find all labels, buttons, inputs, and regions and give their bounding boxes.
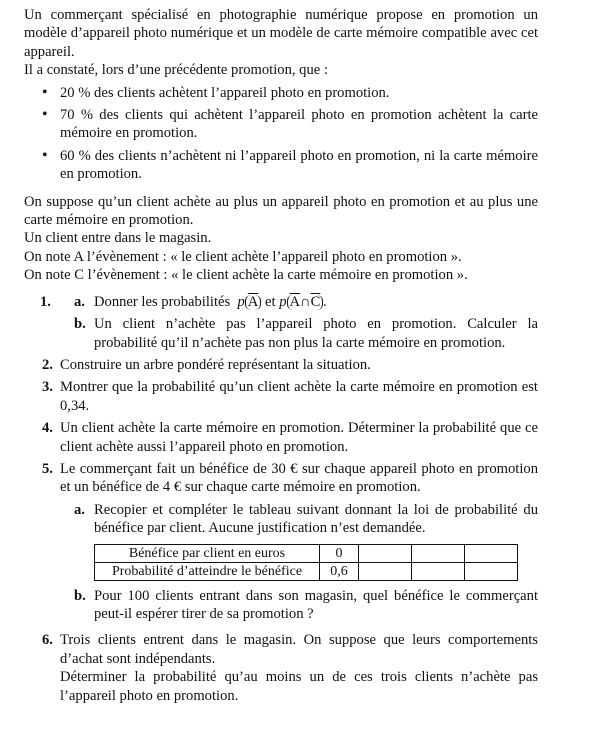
question-5a-label: a. xyxy=(74,501,85,518)
note-event-c: On note C l’évènement : « le client achète la carte mémoire en promotion ». xyxy=(24,267,468,284)
question-2-text: Construire un arbre pondéré représentant la situation. xyxy=(60,356,371,373)
question-4 xyxy=(24,419,538,456)
question-6 xyxy=(24,631,538,668)
constat-line: Il a constaté, lors d’une précédente promotion, que : xyxy=(24,62,328,79)
question-1a-text: Donner les probabilités xyxy=(94,293,231,310)
question-3 xyxy=(24,378,538,415)
table-row xyxy=(95,562,518,580)
question-6-part2 xyxy=(24,668,538,705)
question-5 xyxy=(24,460,538,497)
table-cell: 0 xyxy=(320,544,359,562)
table-cell: 0,6 xyxy=(320,562,359,580)
table-header-benefit: Bénéfice par client en euros xyxy=(95,544,320,562)
question-3-text: Montrer que la probabilité qu’un client achète la carte mémoire en promotion est 0,34. xyxy=(60,379,538,414)
question-4-text: Un client achète la carte mémoire en promotion. Déterminer la probabilité que ce client achète aussi l’appareil photo en promotion. xyxy=(60,420,538,455)
suppose-paragraph: On suppose qu’un client achète au plus un appareil photo en promotion et au plus une carte mémoire en promotion. xyxy=(24,193,538,229)
table-row xyxy=(95,544,518,562)
note-event-a: On note A l’évènement : « le client achète l’appareil photo en promotion ». xyxy=(24,248,462,265)
question-1-number: 1. xyxy=(40,293,51,310)
question-6-text: Trois clients entrent dans le magasin. On suppose que leurs comportements d’achat sont indépendants. xyxy=(60,632,538,667)
bullet-item-1: • 20 % des clients achètent l’appareil photo en promotion. xyxy=(24,84,538,102)
table-cell xyxy=(359,544,412,562)
question-1a: a. Donner les probabilités p $\overline{A}$ et p $\overline{A}\cap\overline{C}$ . xyxy=(74,293,327,310)
question-4-number: 4. xyxy=(42,420,53,437)
question-6-number: 6. xyxy=(42,632,53,649)
table-cell xyxy=(412,544,465,562)
question-5-number: 5. xyxy=(42,460,53,477)
bullet-item-3: • 60 % des clients n’achètent ni l’appareil photo en promotion, ni la carte mémoire en promotion. xyxy=(24,147,538,184)
client-enters-line: Un client entre dans le magasin. xyxy=(24,230,212,247)
question-5-text: Le commerçant fait un bénéfice de 30 € sur chaque appareil photo en promotion et un bénéfice de 4 € sur chaque carte mémoire en promotion. xyxy=(60,460,538,496)
question-3-number: 3. xyxy=(42,379,53,396)
table-cell xyxy=(359,562,412,580)
prob-formula-a-inter-c: p $\overline{A}\cap\overline{C}$ . xyxy=(279,293,327,310)
question-2 xyxy=(24,356,538,374)
question-1b-label: b. xyxy=(74,316,86,333)
prob-formula-a: p $\overline{A}$ xyxy=(234,294,262,310)
question-6-text2: Déterminer la probabilité qu’au moins un de ces trois clients n’achète pas l’appareil photo en promotion. xyxy=(60,669,538,704)
question-5a-text: Recopier et compléter le tableau suivant donnant la loi de probabilité du bénéfice par client. Aucune justification n’est demandée. xyxy=(94,501,538,537)
exercise-page xyxy=(24,6,538,705)
bullet-item-2: • 70 % des clients qui achètent l’appareil photo en promotion achètent la carte mémoire en promotion. xyxy=(24,106,538,143)
question-1b xyxy=(24,315,538,352)
table-cell xyxy=(412,562,465,580)
question-5b xyxy=(24,587,538,624)
table-header-probability: Probabilité d’atteindre le bénéfice xyxy=(95,562,320,580)
question-5b-text: Pour 100 clients entrant dans son magasin, quel bénéfice le commerçant peut-il espérer tirer de sa promotion ? xyxy=(94,587,538,622)
table-cell xyxy=(465,544,518,562)
intro-paragraph: Un commerçant spécialisé en photographie numérique propose en promotion un modèle d’appareil photo numérique et un modèle de carte mémoire compatible avec cet appareil. xyxy=(24,7,538,60)
question-5b-label: b. xyxy=(74,587,86,604)
probability-table xyxy=(94,544,518,581)
question-1b-text: Un client n’achète pas l’appareil photo en promotion. Calculer la probabilité qu’il n’achète pas non plus la carte mémoire en promotion. xyxy=(94,316,538,351)
table-cell xyxy=(465,562,518,580)
question-1 xyxy=(24,293,538,311)
question-2-number: 2. xyxy=(42,356,53,373)
question-1a-label: a. xyxy=(74,293,85,310)
bullet-list xyxy=(24,84,538,184)
question-5a xyxy=(24,501,538,538)
